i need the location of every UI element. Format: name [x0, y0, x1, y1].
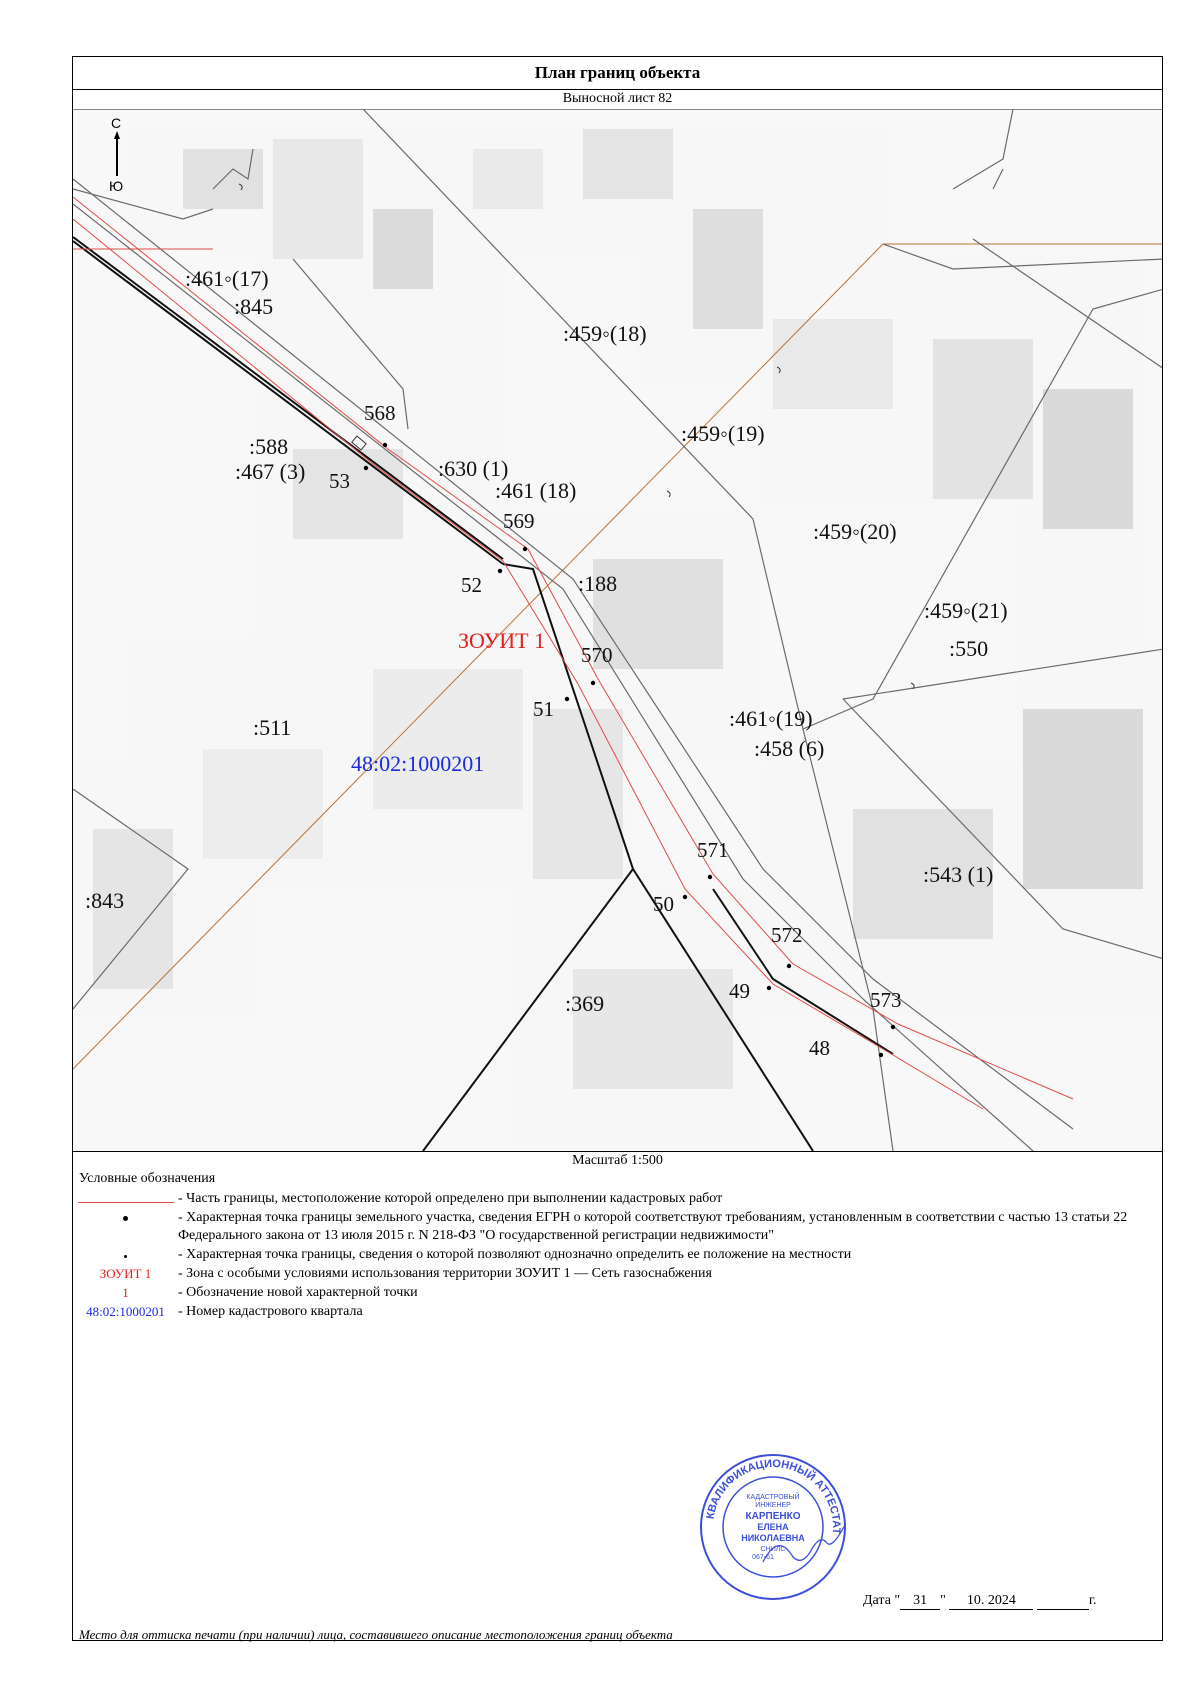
parcel-label: :543 (1) — [923, 862, 994, 887]
legend-text: - Обозначение новой характерной точки — [178, 1285, 418, 1300]
date-prefix: Дата " — [863, 1593, 901, 1608]
legend-text: - Характерная точка границы, сведения о которой позволяют однозначно определить ее положение на местности — [178, 1247, 852, 1262]
legend-title: Условные обозначения — [79, 1171, 216, 1186]
parcel-label: :461 (18) — [495, 478, 577, 503]
map-scale: Масштаб 1:500 — [572, 1153, 663, 1168]
point-label: 52 — [461, 573, 482, 597]
point-52 — [498, 569, 502, 573]
legend-text: - Номер кадастрового квартала — [178, 1304, 363, 1319]
map-svg — [73, 109, 1162, 1151]
legend-zone-symbol: ЗОУИТ 1 — [99, 1266, 152, 1281]
page-title: План границ объекта — [73, 57, 1162, 90]
stamp-line: 067-61 — [752, 1554, 774, 1561]
zone-label: ЗОУИТ 1 — [458, 628, 546, 653]
point-label: 571 — [697, 838, 729, 862]
parcel-label: :459◦(19) — [681, 421, 765, 446]
point-571 — [708, 875, 712, 879]
parcel-label: :845 — [234, 294, 274, 319]
point-572 — [787, 964, 791, 968]
date-month-year: 10. 2024 — [949, 1593, 1033, 1610]
parcel-label: :459◦(18) — [563, 321, 647, 346]
parcel-label: :458 (6) — [754, 736, 825, 761]
point-569 — [523, 547, 527, 551]
stamp-line: ИНЖЕНЕР — [755, 1502, 791, 1509]
parcel-label: :588 — [249, 434, 289, 459]
point-label: 53 — [329, 469, 350, 493]
point-label: 570 — [581, 643, 613, 667]
legend-row — [73, 1303, 1162, 1321]
point-label: 573 — [870, 988, 902, 1012]
point-label: 568 — [364, 401, 396, 425]
quarter-label: 48:02:1000201 — [351, 751, 485, 776]
date-mid: " — [940, 1593, 946, 1608]
parcel-label: :459◦(20) — [813, 519, 897, 544]
footer-note: Место для оттиска печати (при наличии) лица, составившего описание местоположения границ объекта — [79, 1627, 673, 1642]
date-row — [863, 1593, 1097, 1610]
parcel-label: :188 — [578, 571, 618, 596]
legend-red-line-symbol — [78, 1202, 174, 1203]
point-51 — [565, 697, 569, 701]
map-area[interactable] — [73, 109, 1162, 1152]
point-label: 569 — [503, 509, 535, 533]
point-53 — [364, 466, 368, 470]
legend-text: - Зона с особыми условиями использования территории ЗОУИТ 1 — Сеть газоснабжения — [178, 1266, 712, 1281]
legend-row — [73, 1284, 1162, 1302]
parcel-label: :459◦(21) — [924, 598, 1008, 623]
legend-big-dot-symbol — [123, 1216, 128, 1221]
stamp-line: КАДАСТРОВЫЙ — [746, 1494, 800, 1501]
point-573 — [891, 1025, 895, 1029]
point-label: 49 — [729, 979, 750, 1003]
cadastral-engineer-stamp — [693, 1447, 853, 1607]
legend-text: - Часть границы, местоположение которой определено при выполнении кадастровых работ — [178, 1191, 723, 1206]
point-570 — [591, 681, 595, 685]
parcel-label: :461◦(17) — [185, 266, 269, 291]
legend — [73, 1190, 1162, 1322]
date-suffix: г. — [1088, 1593, 1097, 1608]
date-day: 31 — [900, 1593, 940, 1610]
legend-quarter-symbol: 48:02:1000201 — [86, 1304, 165, 1319]
stamp-line: СНИЛС — [760, 1546, 786, 1553]
legend-new-point-symbol: 1 — [122, 1285, 129, 1300]
parcel-label: :461◦(19) — [729, 706, 813, 731]
point-label: 50 — [653, 892, 674, 916]
legend-small-dot-symbol — [124, 1255, 127, 1258]
legend-text: - Характерная точка границы земельного участка, сведения ЕГРН о которой соответствуют требованиям, установленным в соответствии с частью 13 статьи 22 Федерального закона от 13 июля 2015 г. N 218-ФЗ "О государственной регистрации недвижимости" — [178, 1210, 1128, 1243]
parcel-label: :550 — [949, 636, 989, 661]
point-48 — [879, 1053, 883, 1057]
stamp-line: КАРПЕНКО — [745, 1511, 801, 1522]
parcel-label: :630 (1) — [438, 456, 509, 481]
stamp-ring-text: КВАЛИФИКАЦИОННЫЙ АТТЕСТАТ — [704, 1457, 843, 1535]
document-frame — [72, 56, 1163, 1641]
point-49 — [767, 986, 771, 990]
point-label: 48 — [809, 1036, 830, 1060]
point-50 — [683, 895, 687, 899]
legend-row — [73, 1190, 1162, 1208]
point-label: 51 — [533, 697, 554, 721]
point-568 — [383, 443, 387, 447]
parcel-label: :843 — [85, 888, 125, 913]
legend-row — [73, 1265, 1162, 1283]
parcel-label: :511 — [253, 715, 292, 740]
date-blank — [1037, 1593, 1089, 1610]
compass-north-label: С — [111, 115, 122, 131]
sheet-subtitle: Выносной лист 82 — [73, 89, 1162, 110]
parcel-label: :369 — [565, 991, 605, 1016]
stamp-line: ЕЛЕНА — [757, 1522, 789, 1532]
compass-south-label: Ю — [109, 178, 124, 194]
point-label: 572 — [771, 923, 803, 947]
legend-row — [73, 1246, 1162, 1264]
parcel-label: :467 (3) — [235, 459, 306, 484]
legend-row — [73, 1209, 1162, 1245]
stamp-line: НИКОЛАЕВНА — [741, 1533, 805, 1543]
